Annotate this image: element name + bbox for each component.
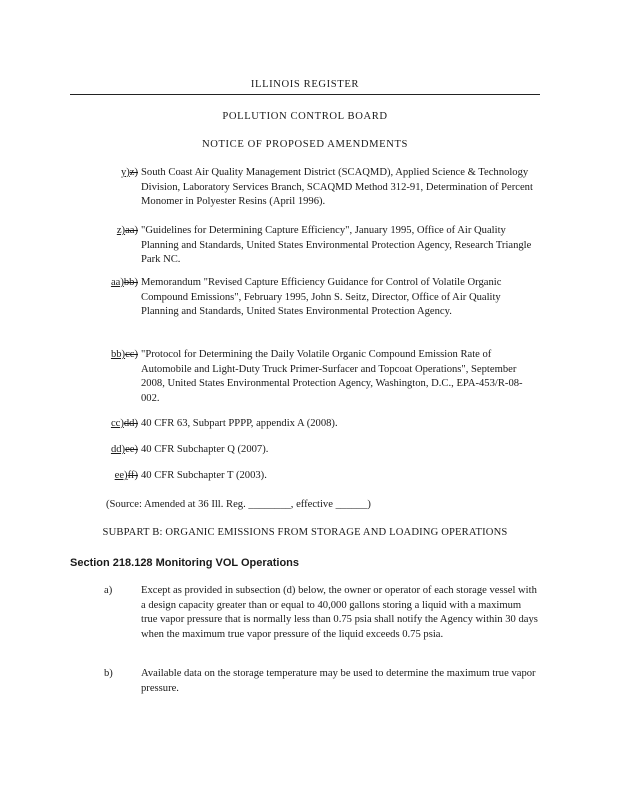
subsection-label: b) — [104, 668, 113, 679]
section-heading: Section 218.128 Monitoring VOL Operations — [70, 557, 300, 569]
list-item-text: "Protocol for Determining the Daily Volatile Organic Compound Emission Rate of Automobile and Light-Duty Truck Primer-Surfacer and Topcoat Operations", September 2008, United States Environmental Protection Agency, Washington, D.C., EPA-453/R-08-002. — [141, 349, 523, 404]
list-item-label: dd)ee) — [110, 444, 138, 455]
list-item-label: aa)bb) — [110, 277, 138, 288]
list-item-text: South Coast Air Quality Management District (SCAQMD), Applied Science & Technology Division, Laboratory Services Branch, SCAQMD Method 312-91, Determination of Percent Monomer in Polyester Resins (April 1996). — [141, 167, 533, 208]
list-item-label: z)aa) — [116, 225, 138, 236]
list-item-text: 40 CFR Subchapter T (2003). — [141, 470, 267, 481]
header-divider — [70, 94, 540, 95]
list-item-text: Memorandum "Revised Capture Efficiency Guidance for Control of Volatile Organic Compound Emissions", February 1995, John S. Seitz, Director, Office of Air Quality Planning and Standards, United States Environmental Protection Agency. — [141, 277, 502, 318]
list-item-label: ee)ff) — [114, 470, 138, 481]
subpart-heading: SUBPART B: ORGANIC EMISSIONS FROM STORAGE AND LOADING OPERATIONS — [102, 527, 508, 538]
list-item-text: 40 CFR 63, Subpart PPPP, appendix A (2008). — [141, 418, 338, 429]
list-item-text: 40 CFR Subchapter Q (2007). — [141, 444, 269, 455]
notice-title: NOTICE OF PROPOSED AMENDMENTS — [201, 139, 409, 150]
register-title: ILLINOIS REGISTER — [250, 79, 360, 90]
board-title: POLLUTION CONTROL BOARD — [222, 111, 388, 122]
list-item-label: bb)cc) — [110, 349, 138, 360]
list-item-label: y)z) — [120, 167, 138, 178]
list-item-text: "Guidelines for Determining Capture Efficiency", January 1995, Office of Air Quality Planning and Standards, United States Environmental Protection Agency, Research Triangle Park NC. — [141, 225, 532, 266]
list-item-label: cc)dd) — [110, 418, 138, 429]
subsection-text: Available data on the storage temperature may be used to determine the maximum true vapor pressure. — [141, 668, 536, 694]
subsection-label: a) — [104, 585, 113, 596]
source-note: (Source: Amended at 36 Ill. Reg. ________, effective ______) — [106, 499, 371, 510]
subsection-text: Except as provided in subsection (d) below, the owner or operator of each storage vessel with a design capacity greater than or equal to 40,000 gallons storing a liquid with a maximum true vapor pressure that is normally less than 0.75 psia shall notify the Agency within 30 days when the maximum true vapor pressure of the liquid exceeds 0.75 psia. — [141, 585, 538, 640]
